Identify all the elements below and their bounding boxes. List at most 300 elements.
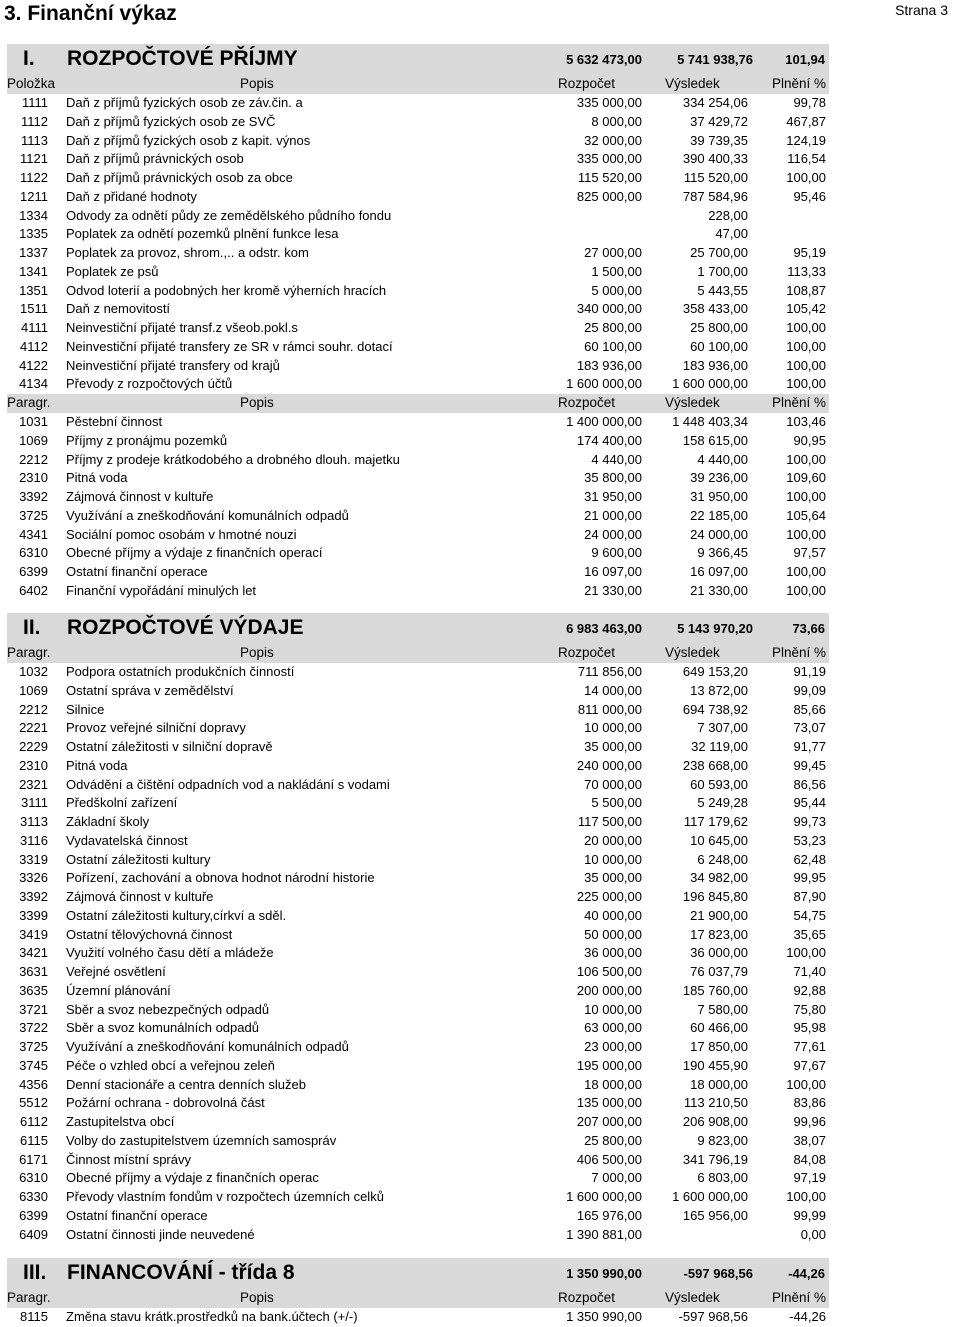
cell-desc: Finanční vypořádání minulých let [66, 582, 257, 598]
cell-result: 206 908,00 [682, 1114, 748, 1129]
cell-desc: Převody z rozpočtových účtů [66, 376, 233, 392]
cell-budget: 406 500,00 [576, 1151, 642, 1167]
section-header [7, 44, 829, 75]
section-header [7, 1258, 829, 1289]
cell-desc: Daň z příjmů fyzických osob ze záv.čin. a [66, 95, 303, 110]
table-row [0, 375, 960, 394]
cell-desc: Požární ochrana - dobrovolná část [66, 1095, 265, 1111]
cell-result: 5 249,28 [697, 795, 748, 811]
cell-code: 4112 [20, 338, 48, 354]
cell-budget: 165 976,00 [576, 1207, 642, 1223]
cell-budget: 1 390 881,00 [566, 1226, 642, 1242]
table-row [0, 1094, 960, 1113]
cell-result: 76 037,79 [690, 964, 748, 979]
cell-desc: Odvody za odnětí půdy ze zemědělského půdního fondu [66, 207, 392, 223]
column-header-desc: Popis [240, 1290, 274, 1305]
cell-code: 3419 [19, 926, 48, 942]
cell-pct: 99,45 [793, 757, 826, 773]
cell-pct: 100,00 [786, 1189, 826, 1204]
table-row [0, 1308, 960, 1327]
cell-result: 18 000,00 [690, 1076, 748, 1092]
cell-desc: Daň z příjmů fyzických osob ze SVČ [66, 113, 276, 129]
cell-code: 4134 [19, 376, 48, 392]
cell-budget: 31 950,00 [584, 489, 642, 504]
cell-budget: 35 000,00 [584, 870, 642, 886]
cell-result: 37 429,72 [690, 113, 748, 129]
cell-desc: Obecné příjmy a výdaje z finančních operací [66, 545, 323, 561]
cell-code: 8115 [20, 1309, 48, 1324]
table-row [0, 488, 960, 507]
cell-pct: 75,80 [793, 1001, 826, 1017]
table-row [0, 282, 960, 301]
cell-pct: 109,60 [786, 470, 826, 486]
cell-pct: 100,00 [786, 338, 826, 354]
cell-code: 6409 [19, 1226, 48, 1242]
table-row [0, 1001, 960, 1020]
cell-budget: 1 600 000,00 [566, 376, 642, 392]
cell-budget: 32 000,00 [584, 132, 642, 148]
cell-budget: 20 000,00 [584, 832, 642, 848]
cell-desc: Převody vlastním fondům v rozpočtech územních celků [66, 1189, 384, 1204]
cell-desc: Ostatní záležitosti kultury,církví a sděl. [66, 907, 287, 923]
cell-code: 1341 [19, 263, 48, 279]
report-section [0, 1258, 960, 1327]
table-row [0, 451, 960, 470]
cell-pct: 91,77 [793, 739, 826, 754]
cell-budget: 40 000,00 [584, 907, 642, 923]
section-title: ROZPOČTOVÉ PŘÍJMY [67, 47, 298, 70]
table-row [0, 563, 960, 582]
cell-code: 1335 [19, 226, 48, 242]
column-header-row [7, 394, 829, 413]
cell-result: 6 803,00 [697, 1170, 748, 1186]
cell-result: 1 700,00 [697, 263, 748, 279]
column-header-budget: Rozpočet [558, 76, 616, 91]
section-budget-total: 1 350 990,00 [566, 1266, 642, 1281]
cell-budget: 7 000,00 [591, 1170, 642, 1186]
cell-budget: 16 097,00 [584, 564, 642, 579]
table-row [0, 469, 960, 488]
cell-desc: Sběr a svoz nebezpečných odpadů [66, 1001, 270, 1017]
cell-budget: 1 600 000,00 [566, 1189, 642, 1204]
cell-pct: 100,00 [786, 945, 826, 961]
cell-desc: Pěstební činnost [66, 414, 163, 429]
cell-budget: 10 000,00 [584, 720, 642, 736]
cell-budget: 335 000,00 [576, 151, 642, 167]
cell-budget: 9 600,00 [591, 545, 642, 561]
cell-budget: 25 800,00 [584, 1132, 642, 1148]
cell-budget: 335 000,00 [576, 95, 642, 110]
cell-budget: 23 000,00 [584, 1039, 642, 1054]
cell-pct: 100,00 [786, 357, 826, 373]
column-header-desc: Popis [240, 395, 274, 410]
cell-code: 1511 [20, 301, 48, 317]
cell-pct: 105,64 [786, 507, 826, 523]
cell-result: 334 254,06 [682, 95, 748, 110]
cell-desc: Neinvestiční přijaté transfery ze SR v rámci souhr. dotací [66, 338, 393, 354]
cell-pct: 53,23 [793, 832, 826, 848]
cell-desc: Využívání a zneškodňování komunálních odpadů [66, 507, 349, 523]
page-number: Strana 3 [895, 2, 948, 18]
cell-desc: Denní stacionáře a centra denních služeb [66, 1076, 306, 1092]
cell-pct: 108,87 [786, 282, 826, 298]
cell-code: 2212 [19, 451, 48, 467]
cell-result: 1 448 403,34 [672, 414, 748, 429]
cell-result: 158 615,00 [682, 432, 748, 448]
cell-budget: 711 856,00 [577, 664, 642, 679]
cell-result: 60 593,00 [690, 776, 748, 792]
cell-code: 3392 [19, 489, 48, 504]
cell-result: 1 600 000,00 [672, 376, 748, 392]
cell-budget: 195 000,00 [576, 1057, 642, 1073]
cell-result: 16 097,00 [690, 564, 748, 579]
cell-result: 787 584,96 [682, 188, 748, 204]
cell-desc: Poplatek za provoz, shrom.,.. a odstr. kom [66, 245, 309, 260]
cell-code: 6310 [19, 1170, 48, 1186]
cell-budget: 36 000,00 [584, 945, 642, 961]
table-row [0, 300, 960, 319]
cell-result: 190 455,90 [682, 1057, 748, 1073]
cell-code: 3392 [19, 889, 48, 904]
cell-code: 3631 [19, 964, 48, 979]
cell-code: 1032 [19, 664, 48, 679]
section-pct-total: 73,66 [792, 621, 825, 636]
section-result-total: 5 741 938,76 [677, 52, 753, 67]
cell-pct: 95,98 [793, 1020, 826, 1036]
cell-desc: Základní školy [66, 814, 150, 829]
cell-code: 6112 [20, 1114, 48, 1129]
cell-code: 4341 [19, 526, 48, 542]
cell-pct: 91,19 [793, 664, 826, 679]
cell-result: 4 440,00 [697, 451, 748, 467]
cell-code: 3635 [19, 982, 48, 998]
cell-result: 47,00 [715, 226, 748, 242]
column-header-budget: Rozpočet [558, 1290, 616, 1305]
section-title: FINANCOVÁNÍ - třída 8 [67, 1261, 295, 1284]
table-row [0, 225, 960, 244]
cell-code: 1121 [20, 151, 48, 167]
cell-desc: Poplatek ze psů [66, 263, 159, 279]
cell-pct: 100,00 [786, 1076, 826, 1092]
table-row [0, 757, 960, 776]
cell-pct: 95,46 [793, 188, 826, 204]
cell-result: 17 850,00 [690, 1039, 748, 1054]
cell-desc: Ostatní tělovýchovná činnost [66, 926, 233, 942]
cell-pct: 71,40 [793, 964, 826, 979]
column-header-budget: Rozpočet [558, 395, 616, 410]
cell-result: 39 739,35 [690, 132, 748, 148]
table-row [0, 1188, 960, 1207]
table-row [0, 1019, 960, 1038]
column-header-code: Paragr. [7, 645, 51, 660]
cell-code: 2212 [19, 701, 48, 717]
cell-pct: 100,00 [786, 451, 826, 467]
table-row [0, 526, 960, 545]
cell-budget: 4 440,00 [591, 451, 642, 467]
column-header-row [7, 644, 829, 663]
cell-pct: 38,07 [793, 1132, 826, 1148]
table-row [0, 888, 960, 907]
cell-desc: Sběr a svoz komunálních odpadů [66, 1020, 259, 1036]
column-header-result: Výsledek [665, 645, 720, 660]
table-row [0, 338, 960, 357]
cell-desc: Pitná voda [66, 470, 128, 486]
cell-desc: Daň z příjmů právnických osob [66, 151, 244, 167]
cell-desc: Ostatní správa v zemědělství [66, 682, 234, 698]
cell-pct: 99,73 [793, 814, 826, 829]
table-row [0, 813, 960, 832]
cell-budget: 14 000,00 [584, 682, 642, 698]
table-row [0, 851, 960, 870]
table-row [0, 1207, 960, 1226]
table-row [0, 1113, 960, 1132]
section-pct-total: -44,26 [788, 1266, 825, 1281]
cell-desc: Poplatek za odnětí pozemků plnění funkce lesa [66, 226, 339, 242]
cell-desc: Předškolní zařízení [66, 795, 178, 811]
cell-code: 3111 [21, 795, 48, 811]
cell-result: 21 330,00 [690, 582, 748, 598]
cell-pct: 116,54 [787, 151, 826, 167]
cell-budget: 50 000,00 [584, 926, 642, 942]
table-row [0, 907, 960, 926]
cell-result: 1 600 000,00 [672, 1189, 748, 1204]
cell-pct: 54,75 [793, 907, 826, 923]
cell-result: 36 000,00 [690, 945, 748, 961]
cell-budget: 340 000,00 [576, 301, 642, 317]
table-row [0, 94, 960, 113]
cell-pct: 467,87 [786, 113, 826, 129]
cell-code: 3745 [19, 1057, 48, 1073]
cell-desc: Pořízení, zachování a obnova hodnot národní historie [66, 870, 375, 886]
cell-code: 1122 [20, 170, 48, 185]
section-header [7, 613, 829, 644]
cell-result: 238 668,00 [682, 757, 748, 773]
table-row [0, 507, 960, 526]
cell-desc: Příjmy z prodeje krátkodobého a drobného dlouh. majetku [66, 451, 400, 467]
table-row [0, 982, 960, 1001]
cell-budget: 117 500,00 [577, 814, 642, 829]
section-result-total: -597 968,56 [683, 1266, 753, 1281]
report-section [0, 613, 960, 1244]
column-header-result: Výsledek [665, 1290, 720, 1305]
cell-pct: 86,56 [793, 776, 826, 792]
table-row [0, 113, 960, 132]
cell-pct: 77,61 [793, 1039, 826, 1054]
table-row [0, 263, 960, 282]
column-header-pct: Plnění % [772, 76, 827, 91]
cell-result: 10 645,00 [690, 832, 748, 848]
cell-desc: Odvádění a čištění odpadních vod a nakládání s vodami [66, 776, 390, 792]
cell-desc: Změna stavu krátk.prostředků na bank.účtech (+/-) [66, 1309, 358, 1324]
cell-pct: 0,00 [800, 1226, 826, 1242]
cell-budget: 115 520,00 [577, 170, 642, 185]
cell-result: 185 760,00 [682, 982, 748, 998]
cell-desc: Využití volného času dětí a mládeže [66, 945, 274, 961]
cell-desc: Sociální pomoc osobám v hmotné nouzi [66, 526, 297, 542]
cell-pct: 113,33 [787, 263, 826, 279]
cell-pct: 97,19 [793, 1170, 826, 1186]
table-row [0, 207, 960, 226]
cell-result: 649 153,20 [682, 664, 748, 679]
table-row [0, 963, 960, 982]
cell-code: 1113 [21, 132, 48, 148]
cell-result: 341 796,19 [682, 1151, 748, 1167]
cell-pct: 100,00 [786, 526, 826, 542]
cell-budget: 24 000,00 [584, 526, 642, 542]
cell-code: 3725 [19, 507, 48, 523]
cell-code: 4356 [19, 1076, 48, 1092]
cell-budget: 5 500,00 [591, 795, 642, 811]
cell-desc: Daň z příjmů právnických osob za obce [66, 170, 293, 185]
cell-pct: 87,90 [793, 889, 826, 904]
cell-code: 3326 [19, 870, 48, 886]
cell-result: 39 236,00 [690, 470, 748, 486]
cell-desc: Ostatní záležitosti v silniční dopravě [66, 739, 273, 754]
column-header-code: Paragr. [7, 1290, 51, 1305]
cell-pct: 103,46 [786, 414, 826, 429]
page-title: 3. Finanční výkaz [4, 2, 177, 25]
cell-code: 3722 [19, 1020, 48, 1036]
cell-pct: 100,00 [786, 564, 826, 579]
cell-desc: Ostatní záležitosti kultury [66, 851, 211, 867]
cell-desc: Ostatní finanční operace [66, 1207, 208, 1223]
cell-code: 6330 [19, 1189, 48, 1204]
cell-result: 6 248,00 [697, 851, 748, 867]
table-row [0, 776, 960, 795]
cell-code: 1351 [19, 282, 48, 298]
cell-pct: 62,48 [793, 851, 826, 867]
cell-desc: Silnice [66, 701, 105, 717]
cell-desc: Neinvestiční přijaté transfery od krajů [66, 357, 280, 373]
cell-budget: 207 000,00 [576, 1114, 642, 1129]
cell-desc: Pitná voda [66, 757, 128, 773]
cell-desc: Obecné příjmy a výdaje z finančních operac [66, 1170, 319, 1186]
cell-desc: Činnost místní správy [66, 1151, 191, 1167]
cell-result: 117 179,62 [683, 814, 748, 829]
column-header-desc: Popis [240, 645, 274, 660]
table-row [0, 663, 960, 682]
cell-budget: 5 000,00 [591, 282, 642, 298]
cell-pct: 84,08 [793, 1151, 826, 1167]
cell-desc: Ostatní činnosti jinde neuvedené [66, 1226, 255, 1242]
table-row [0, 1226, 960, 1245]
cell-desc: Podpora ostatních produkčních činností [66, 664, 295, 679]
cell-result: 113 210,50 [683, 1095, 748, 1111]
cell-code: 1111 [21, 95, 48, 110]
cell-desc: Vydavatelská činnost [66, 832, 188, 848]
cell-pct: 99,96 [793, 1114, 826, 1129]
table-row [0, 1169, 960, 1188]
cell-desc: Zastupitelstva obcí [66, 1114, 175, 1129]
cell-desc: Územní plánování [66, 982, 171, 998]
cell-code: 1334 [19, 207, 48, 223]
cell-result: 7 307,00 [697, 720, 748, 736]
table-row [0, 1057, 960, 1076]
cell-result: 21 900,00 [690, 907, 748, 923]
table-row [0, 150, 960, 169]
column-header-desc: Popis [240, 76, 274, 91]
cell-code: 6402 [19, 582, 48, 598]
cell-budget: 225 000,00 [576, 889, 642, 904]
column-header-budget: Rozpočet [558, 645, 616, 660]
cell-budget: 240 000,00 [576, 757, 642, 773]
table-row [0, 869, 960, 888]
cell-code: 5512 [19, 1095, 48, 1111]
section-number: III. [23, 1261, 47, 1284]
table-row [0, 926, 960, 945]
cell-code: 2310 [19, 470, 48, 486]
section-number: I. [23, 47, 35, 70]
cell-result: 9 823,00 [697, 1132, 748, 1148]
cell-pct: 100,00 [786, 582, 826, 598]
cell-pct: 99,09 [793, 682, 826, 698]
table-row [0, 794, 960, 813]
cell-desc: Provoz veřejné silniční dopravy [66, 720, 246, 736]
cell-desc: Zájmová činnost v kultuře [66, 889, 214, 904]
cell-desc: Využívání a zneškodňování komunálních odpadů [66, 1039, 349, 1054]
cell-budget: 21 330,00 [584, 582, 642, 598]
cell-desc: Daň z přidané hodnoty [66, 188, 197, 204]
table-row [0, 169, 960, 188]
table-row [0, 1038, 960, 1057]
cell-code: 2321 [19, 776, 48, 792]
cell-budget: 825 000,00 [576, 188, 642, 204]
cell-pct: 35,65 [793, 926, 826, 942]
column-header-row [7, 1289, 829, 1308]
cell-result: 13 872,00 [690, 682, 748, 698]
cell-desc: Volby do zastupitelstvem územních samospráv [66, 1132, 337, 1148]
cell-pct: 83,86 [793, 1095, 826, 1111]
cell-code: 2229 [19, 739, 48, 754]
report-section [0, 44, 960, 601]
cell-result: -597 968,56 [678, 1309, 748, 1324]
cell-result: 196 845,80 [682, 889, 748, 904]
section-title: ROZPOČTOVÉ VÝDAJE [67, 616, 304, 639]
cell-pct: 95,19 [793, 245, 826, 260]
cell-pct: 100,00 [786, 376, 826, 392]
cell-code: 6399 [19, 1207, 48, 1223]
cell-desc: Daň z příjmů fyzických osob z kapit. výnos [66, 132, 311, 148]
cell-result: 228,00 [708, 207, 748, 223]
table-row [0, 413, 960, 432]
table-row [0, 244, 960, 263]
cell-code: 1069 [19, 432, 48, 448]
cell-result: 25 800,00 [690, 320, 748, 335]
cell-result: 183 936,00 [682, 357, 748, 373]
cell-pct: 124,19 [786, 132, 826, 148]
cell-budget: 70 000,00 [584, 776, 642, 792]
cell-pct: 97,57 [793, 545, 826, 561]
cell-code: 3721 [19, 1001, 48, 1017]
cell-budget: 18 000,00 [584, 1076, 642, 1092]
cell-code: 3399 [19, 907, 48, 923]
cell-pct: 105,42 [786, 301, 826, 317]
cell-budget: 25 800,00 [584, 320, 642, 335]
cell-budget: 1 500,00 [591, 263, 642, 279]
cell-desc: Daň z nemovitostí [66, 301, 171, 317]
cell-budget: 10 000,00 [584, 851, 642, 867]
section-pct-total: 101,94 [785, 52, 825, 67]
cell-budget: 27 000,00 [584, 245, 642, 260]
cell-budget: 811 000,00 [577, 701, 642, 717]
cell-budget: 135 000,00 [576, 1095, 642, 1111]
cell-pct: 90,95 [793, 432, 826, 448]
table-row [0, 682, 960, 701]
cell-result: 22 185,00 [690, 507, 748, 523]
column-header-code: Položka [7, 76, 56, 91]
cell-desc: Odvod loterií a podobných her kromě výherních hracích [66, 282, 387, 298]
table-row [0, 544, 960, 563]
